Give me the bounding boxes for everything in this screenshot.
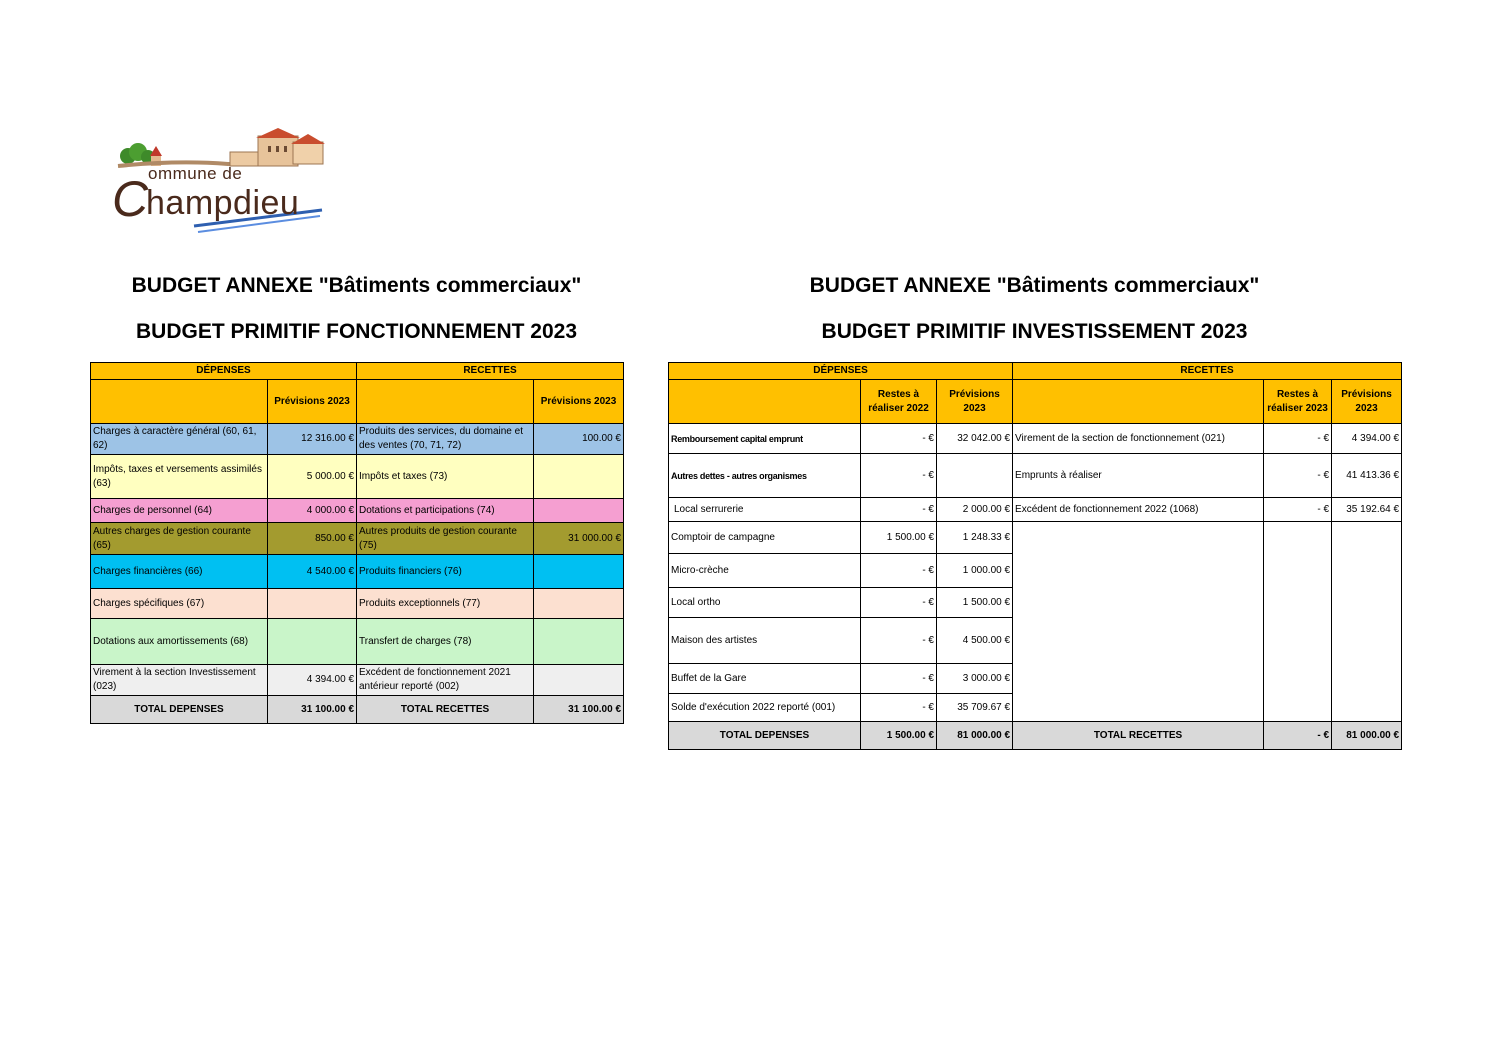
total-row [669, 722, 1402, 750]
dep-label: Dotations aux amortissements (68) [91, 619, 268, 665]
rec-label: Transfert de charges (78) [357, 619, 534, 665]
dep-value: 4 540.00 € [268, 555, 357, 589]
rec-label: Produits financiers (76) [357, 555, 534, 589]
rec-value [534, 619, 624, 665]
dep-label: Impôts, taxes et versements assimilés (63) [91, 455, 268, 499]
dep-label: Charges spécifiques (67) [91, 589, 268, 619]
total-depenses-prev: 81 000.00 € [937, 722, 1013, 750]
table-row [91, 424, 624, 455]
rec-value [534, 555, 624, 589]
table-row [91, 455, 624, 499]
left-title-1: BUDGET ANNEXE "Bâtiments commerciaux" [131, 274, 582, 297]
table-row [91, 499, 624, 523]
rec-previsions-header: Prévisions 2023 [534, 380, 624, 424]
dep-prev: 4 500.00 € [937, 618, 1013, 664]
dep-value: 4 394.00 € [268, 665, 357, 696]
dep-value: 12 316.00 € [268, 424, 357, 455]
dep-restes: - € [861, 498, 937, 522]
rec-label: Excédent de fonctionnement 2022 (1068) [1013, 498, 1264, 522]
inv-depenses-header: DÉPENSES [669, 363, 1013, 380]
commune-logo [108, 126, 330, 238]
dep-restes: - € [861, 618, 937, 664]
dep-value: 5 000.00 € [268, 455, 357, 499]
dep-restes: - € [861, 664, 937, 694]
rec-restes: - € [1264, 454, 1332, 498]
rec-prev: 41 413.36 € [1332, 454, 1402, 498]
investissement-table [668, 362, 1402, 750]
left-title-2: BUDGET PRIMITIF FONCTIONNEMENT 2023 [135, 320, 578, 343]
dep-label: Local serrurerie [669, 498, 861, 522]
rec-empty [1013, 522, 1264, 722]
table-row [669, 522, 1402, 554]
dep-label: Charges de personnel (64) [91, 499, 268, 523]
dep-prev: 1 248.33 € [937, 522, 1013, 554]
dep-restes: - € [861, 454, 937, 498]
dep-prev: 1 500.00 € [937, 588, 1013, 618]
dep-label: Buffet de la Gare [669, 664, 861, 694]
dep-label: Local ortho [669, 588, 861, 618]
rec-value [534, 665, 624, 696]
dep-label: Maison des artistes [669, 618, 861, 664]
table-row [91, 619, 624, 665]
total-recettes-restes: - € [1264, 722, 1332, 750]
dep-value [268, 619, 357, 665]
rec-label: Produits exceptionnels (77) [357, 589, 534, 619]
rec-label: Virement de la section de fonctionnement (021) [1013, 424, 1264, 454]
rec-restes: - € [1264, 424, 1332, 454]
rec-label: Emprunts à réaliser [1013, 454, 1264, 498]
dep-restes: - € [861, 424, 937, 454]
rec-value [534, 499, 624, 523]
dep-previsions-header: Prévisions 2023 [937, 380, 1013, 424]
rec-restes-header: Restes à réaliser 2023 [1264, 380, 1332, 424]
dep-prev: 35 709.67 € [937, 694, 1013, 722]
dep-label: Remboursement capital emprunt [669, 424, 861, 454]
dep-label: Charges à caractère général (60, 61, 62) [91, 424, 268, 455]
rec-label: Dotations et participations (74) [357, 499, 534, 523]
dep-restes: 1 500.00 € [861, 522, 937, 554]
dep-label: Autres charges de gestion courante (65) [91, 523, 268, 555]
table-row [669, 498, 1402, 522]
rec-previsions-header: Prévisions 2023 [1332, 380, 1402, 424]
rec-label: Excédent de fonctionnement 2021 antérieur reporté (002) [357, 665, 534, 696]
fonctionnement-table [90, 362, 624, 724]
total-recettes-label: TOTAL RECETTES [357, 696, 534, 724]
rec-value [534, 589, 624, 619]
dep-restes-header: Restes à réaliser 2022 [861, 380, 937, 424]
dep-label: Micro-crèche [669, 554, 861, 588]
logo-line1: ommune de [148, 164, 243, 183]
dep-prev: 2 000.00 € [937, 498, 1013, 522]
total-recettes-value: 31 100.00 € [534, 696, 624, 724]
dep-restes: - € [861, 694, 937, 722]
depenses-header: DÉPENSES [91, 363, 357, 380]
total-recettes-prev: 81 000.00 € [1332, 722, 1402, 750]
table-row [669, 424, 1402, 454]
table-row [91, 665, 624, 696]
dep-label: Comptoir de campagne [669, 522, 861, 554]
dep-restes: - € [861, 588, 937, 618]
inv-recettes-header: RECETTES [1013, 363, 1402, 380]
total-recettes-label: TOTAL RECETTES [1013, 722, 1264, 750]
total-depenses-label: TOTAL DEPENSES [669, 722, 861, 750]
recettes-header: RECETTES [357, 363, 624, 380]
dep-label: Solde d'exécution 2022 reporté (001) [669, 694, 861, 722]
dep-value: 850.00 € [268, 523, 357, 555]
dep-value: 4 000.00 € [268, 499, 357, 523]
dep-label: Autres dettes - autres organismes [669, 454, 861, 498]
total-depenses-restes: 1 500.00 € [861, 722, 937, 750]
rec-value: 31 000.00 € [534, 523, 624, 555]
rec-prev: 35 192.64 € [1332, 498, 1402, 522]
rec-label: Produits des services, du domaine et des ventes (70, 71, 72) [357, 424, 534, 455]
dep-prev: 32 042.00 € [937, 424, 1013, 454]
table-row [669, 454, 1402, 498]
rec-value: 100.00 € [534, 424, 624, 455]
dep-previsions-header: Prévisions 2023 [268, 380, 357, 424]
dep-restes: - € [861, 554, 937, 588]
logo-line2: hampdieu [146, 184, 300, 222]
rec-empty [1264, 522, 1332, 722]
rec-prev: 4 394.00 € [1332, 424, 1402, 454]
total-row [91, 696, 624, 724]
rec-value [534, 455, 624, 499]
rec-label: Impôts et taxes (73) [357, 455, 534, 499]
table-row [91, 555, 624, 589]
rec-empty [1332, 522, 1402, 722]
total-depenses-value: 31 100.00 € [268, 696, 357, 724]
dep-label: Charges financières (66) [91, 555, 268, 589]
right-title-1: BUDGET ANNEXE "Bâtiments commerciaux" [809, 274, 1260, 297]
dep-prev: 3 000.00 € [937, 664, 1013, 694]
right-title-2: BUDGET PRIMITIF INVESTISSEMENT 2023 [821, 320, 1248, 343]
dep-label: Virement à la section Investissement (023) [91, 665, 268, 696]
rec-restes: - € [1264, 498, 1332, 522]
total-depenses-label: TOTAL DEPENSES [91, 696, 268, 724]
logo-initial: C [112, 171, 149, 227]
dep-value [268, 589, 357, 619]
rec-label: Autres produits de gestion courante (75) [357, 523, 534, 555]
table-row [91, 589, 624, 619]
table-row [91, 523, 624, 555]
dep-prev: 1 000.00 € [937, 554, 1013, 588]
dep-prev [937, 454, 1013, 498]
